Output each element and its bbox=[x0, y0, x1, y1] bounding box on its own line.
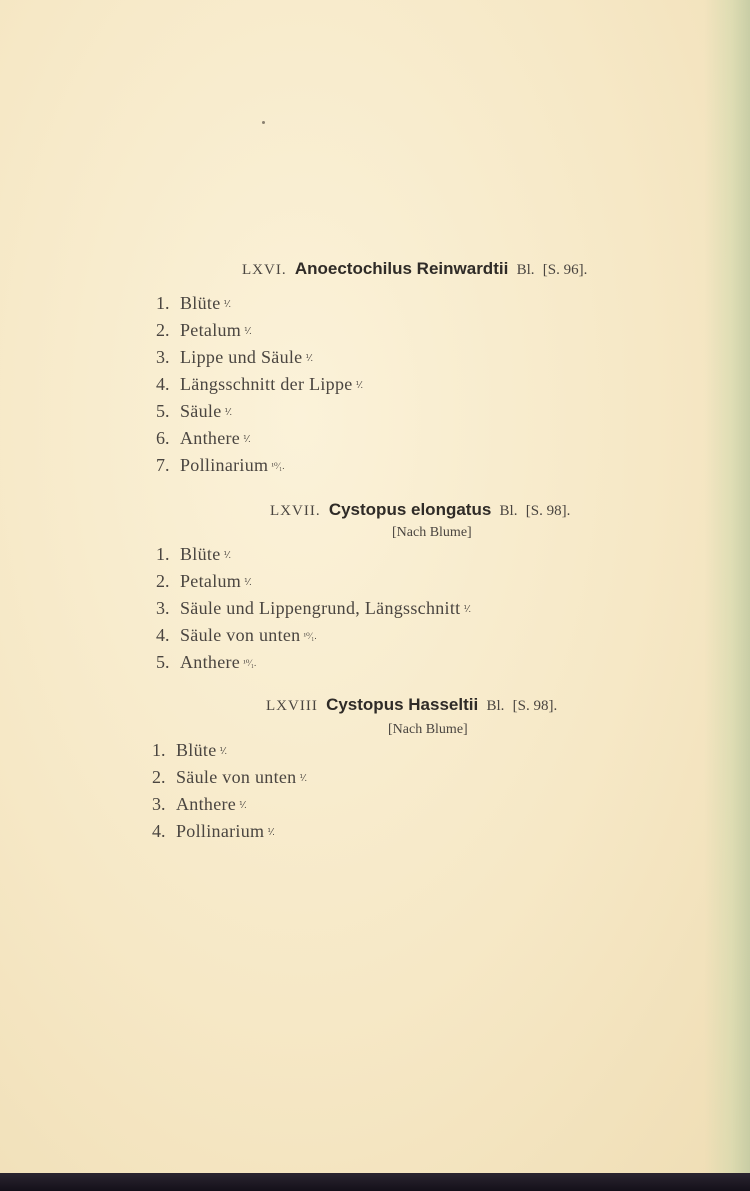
page-reference: [S. 98]. bbox=[525, 503, 571, 519]
section-number: LXVI. bbox=[242, 262, 287, 278]
species-title: Anoectochilus Reinwardtii bbox=[294, 259, 509, 278]
section-heading bbox=[266, 695, 557, 715]
species-title: Cystopus elongatus bbox=[328, 500, 492, 519]
author-abbrev: Bl. bbox=[499, 503, 518, 519]
species-title: Cystopus Hasseltii bbox=[326, 695, 479, 714]
page-bottom-edge bbox=[0, 1173, 750, 1191]
author-abbrev: Bl. bbox=[486, 698, 505, 714]
section-heading bbox=[242, 259, 587, 279]
page-reference: [S. 98]. bbox=[512, 698, 558, 714]
page-edge-shadow bbox=[704, 0, 750, 1175]
list-item: 1. Blüte ⅟. bbox=[156, 293, 231, 313]
list-item: 4. Pollinarium ⅟. bbox=[152, 821, 275, 841]
list-item: 2. Säule von unten ⅟. bbox=[152, 767, 307, 787]
section-number: LXVII. bbox=[270, 503, 321, 519]
list-item: 7. Pollinarium ¹⁰⁄₁. bbox=[156, 455, 285, 475]
section-number: LXVIII bbox=[266, 698, 318, 714]
list-item: 6. Anthere ⅟. bbox=[156, 428, 251, 448]
list-item: 3. Anthere ⅟. bbox=[152, 794, 247, 814]
source-note: [Nach Blume] bbox=[388, 722, 468, 737]
author-abbrev: Bl. bbox=[516, 262, 535, 278]
list-item: 1. Blüte ⅟. bbox=[152, 740, 227, 760]
list-item: 4. Längsschnitt der Lippe ⅟. bbox=[156, 374, 363, 394]
list-item: 1. Blüte ⅟. bbox=[156, 544, 231, 564]
source-note: [Nach Blume] bbox=[392, 525, 472, 540]
list-item: 4. Säule von unten ¹⁰⁄₁. bbox=[156, 625, 317, 645]
list-item: 3. Säule und Lippengrund, Längsschnitt ⅟. bbox=[156, 598, 471, 618]
paper-speck bbox=[262, 121, 265, 124]
list-item: 2. Petalum ⅟. bbox=[156, 320, 252, 340]
list-item: 3. Lippe und Säule ⅟. bbox=[156, 347, 313, 367]
page-reference: [S. 96]. bbox=[542, 262, 588, 278]
list-item: 5. Säule ⅟. bbox=[156, 401, 232, 421]
section-heading bbox=[270, 500, 570, 520]
list-item: 5. Anthere ¹⁰⁄₁. bbox=[156, 652, 257, 672]
list-item: 2. Petalum ⅟. bbox=[156, 571, 252, 591]
